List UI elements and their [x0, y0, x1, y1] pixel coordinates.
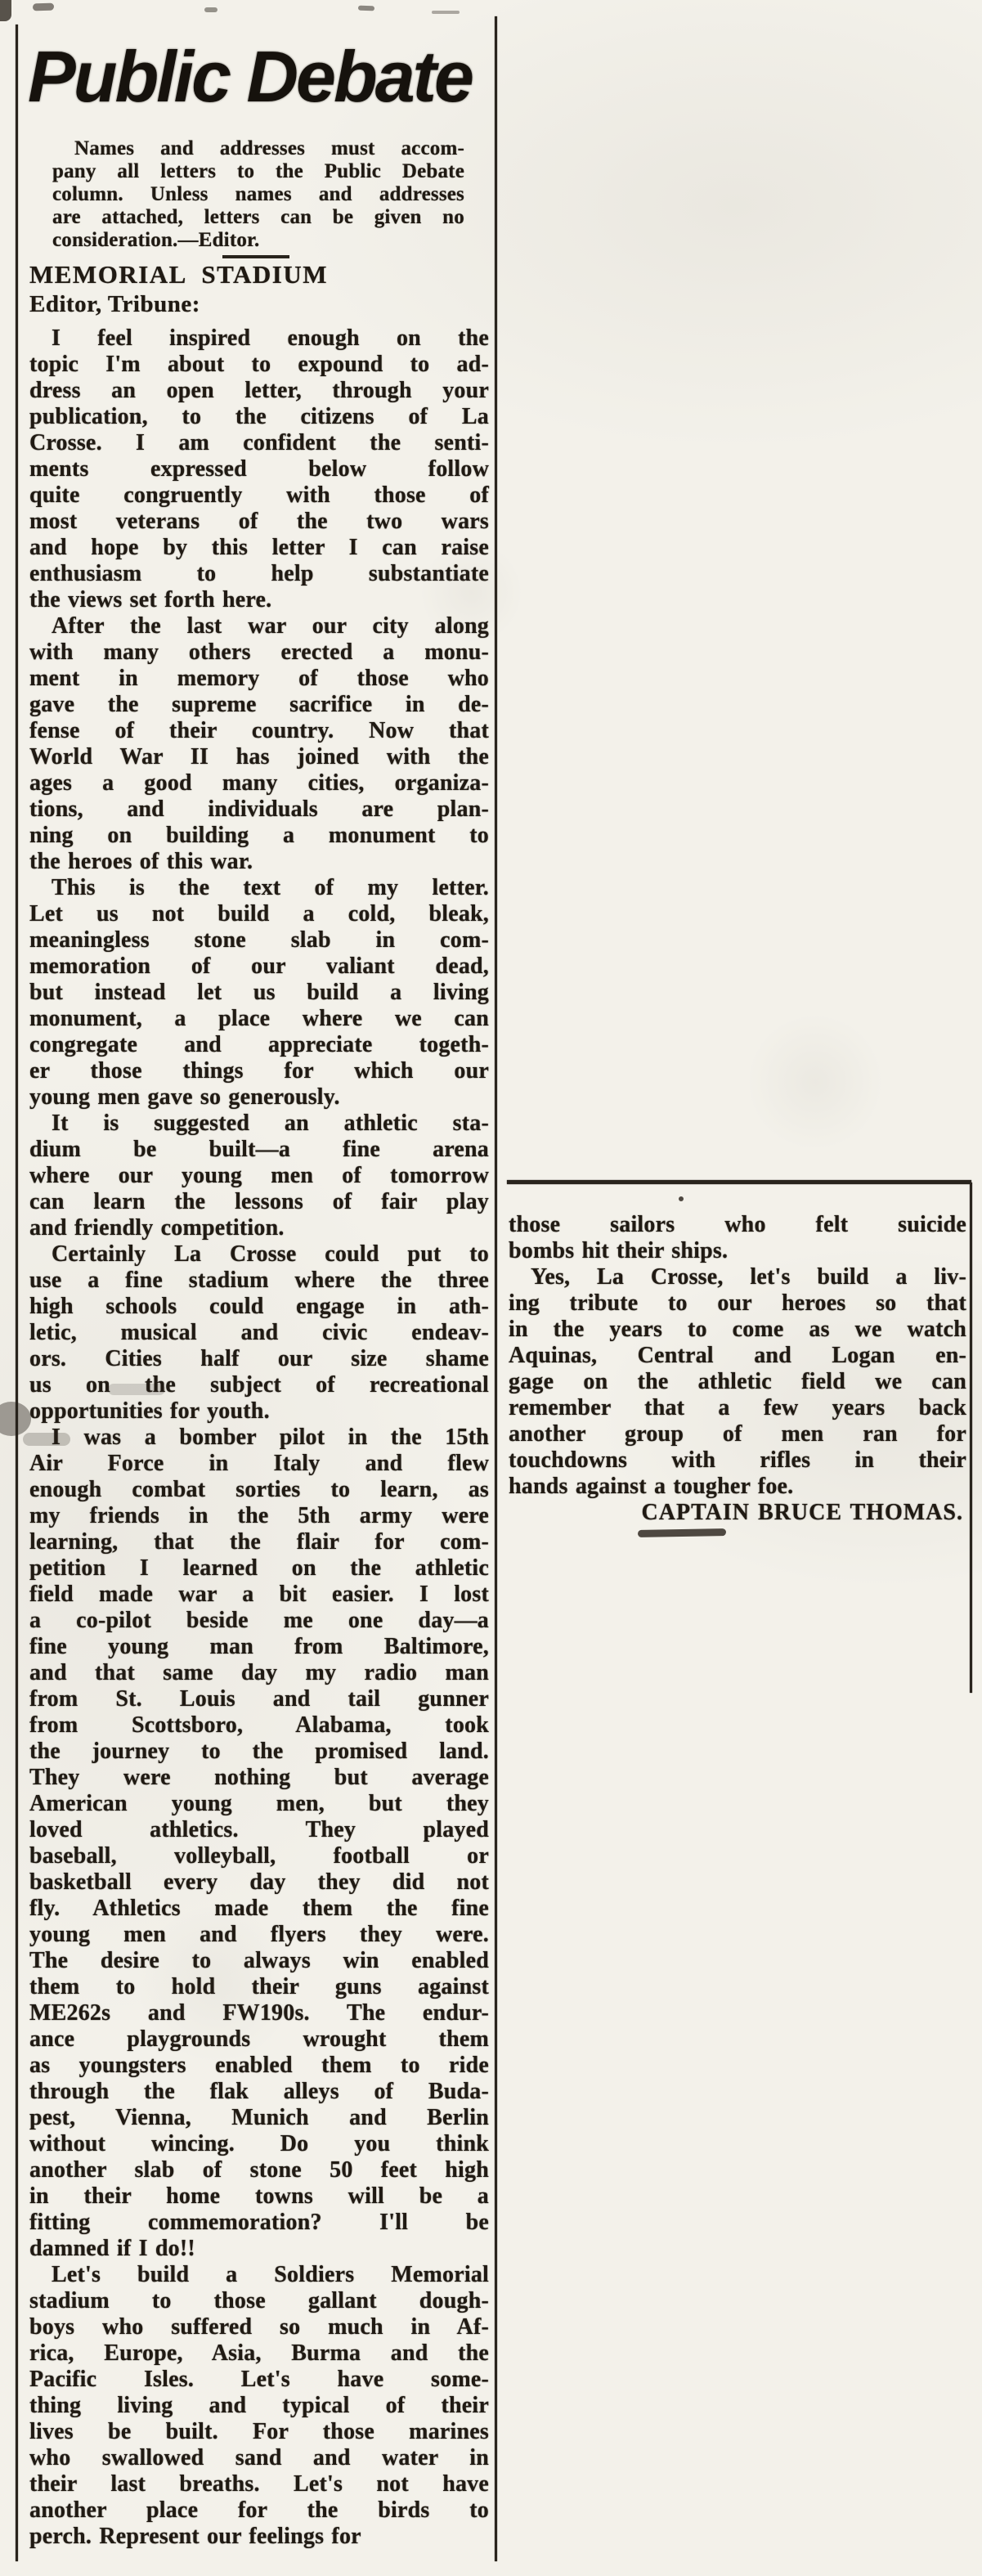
text-line: Let's build a Soldiers Memorial: [52, 2262, 489, 2287]
text-line: ance playgrounds wrought them: [29, 2026, 489, 2052]
text-line: It is suggested an athletic sta-: [52, 1111, 489, 1136]
text-line: er those things for which our: [29, 1058, 489, 1084]
text-line: from St. Louis and tail gunner: [29, 1686, 489, 1712]
left-edge-rule: [16, 25, 18, 2561]
text-line: fitting commemoration? I'll be: [29, 2210, 489, 2235]
paragraph: [509, 1212, 966, 1264]
text-line: American young men, but they: [29, 1791, 489, 1816]
text-line: gave the supreme sacrifice in de-: [29, 692, 489, 717]
text-line: basketball every day they did not: [29, 1869, 489, 1895]
text-line: and hope by this letter I can raise: [29, 535, 489, 560]
text-line: Let us not build a cold, bleak,: [29, 901, 489, 927]
text-line: but instead let us build a living: [29, 980, 489, 1005]
text-line: rica, Europe, Asia, Burma and the: [29, 2340, 489, 2366]
text-line: lives be built. For those marines: [29, 2419, 489, 2444]
text-line: in their home towns will be a: [29, 2183, 489, 2209]
text-line: congregate and appreciate togeth-: [29, 1032, 489, 1057]
text-line: fine young man from Baltimore,: [29, 1634, 489, 1659]
text-line: gage on the athletic field we can: [509, 1369, 966, 1394]
text-line: my friends in the 5th army were: [29, 1503, 489, 1528]
text-line: another place for the birds to: [29, 2497, 489, 2523]
ink-smudge-top-4: [432, 11, 460, 14]
text-line: memoration of our valiant dead,: [29, 954, 489, 979]
text-line: ors. Cities half our size shame: [29, 1346, 489, 1371]
text-line: Certainly La Crosse could put to: [52, 1241, 489, 1267]
text-line: consideration.—Editor.: [52, 229, 260, 251]
text-line: them to hold their guns against: [29, 1974, 489, 1999]
text-line: those sailors who felt suicide: [509, 1212, 966, 1237]
column-divider-rule: [495, 16, 497, 2561]
text-line: another group of men ran for: [509, 1421, 966, 1447]
text-line: where our young men of tomorrow: [29, 1163, 489, 1188]
text-line: through the flak alleys of Buda-: [29, 2079, 489, 2104]
text-line: use a fine stadium where the three: [29, 1268, 489, 1293]
text-line: fly. Athletics made them the fine: [29, 1896, 489, 1921]
paragraph: [29, 613, 489, 875]
text-line: from Scottsboro, Alabama, took: [29, 1712, 489, 1738]
text-line: column. Unless names and addresses: [52, 183, 464, 205]
right-edge-rule: [970, 1183, 972, 1693]
paragraph: [29, 875, 489, 1111]
text-line: I was a bomber pilot in the 15th: [52, 1425, 489, 1450]
paragraph: [29, 2262, 489, 2550]
text-line: with many others erected a monu-: [29, 640, 489, 665]
text-line: meaningless stone slab in com-: [29, 927, 489, 953]
paragraph: [29, 1241, 489, 1425]
text-line: loved athletics. They played: [29, 1817, 489, 1842]
ink-smudge-top-2: [204, 7, 217, 12]
text-line: us on the subject of recreational: [29, 1372, 489, 1398]
submission-notice: [52, 137, 464, 252]
text-line: damned if I do!!: [29, 2236, 195, 2261]
text-line: topic I'm about to expound to ad-: [29, 352, 489, 377]
text-line: young men gave so generously.: [29, 1084, 340, 1110]
text-line: Yes, La Crosse, let's build a liv-: [531, 1264, 966, 1290]
text-line: petition I learned on the athletic: [29, 1555, 489, 1581]
text-line: ME262s and FW190s. The endur-: [29, 2000, 489, 2026]
text-line: tions, and individuals are plan-: [29, 797, 489, 822]
notice-divider-rule: [222, 255, 289, 258]
text-line: After the last war our city along: [52, 613, 489, 639]
ink-dot: [679, 1196, 684, 1201]
text-line: quite congruently with those of: [29, 482, 489, 508]
text-line: boys who suffered so much in Af-: [29, 2314, 489, 2340]
text-line: Aquinas, Central and Logan en-: [509, 1343, 966, 1368]
ink-smudge-top-3: [358, 6, 374, 11]
text-line: as youngsters enabled them to ride: [29, 2053, 489, 2078]
text-line: can learn the lessons of fair play: [29, 1189, 489, 1214]
text-line: opportunities for youth.: [29, 1398, 270, 1424]
text-line: young men and flyers they were.: [29, 1922, 489, 1947]
text-line: publication, to the citizens of La: [29, 404, 489, 429]
text-line: pany all letters to the Public Debate: [52, 160, 464, 182]
ink-smudge-top-1: [33, 3, 54, 11]
text-line: a co-pilot beside me one day—a: [29, 1608, 489, 1633]
text-line: World War II has joined with the: [29, 744, 489, 770]
text-line: perch. Represent our feelings for: [29, 2524, 361, 2549]
ink-smudge-top-corner: [0, 0, 11, 21]
text-line: high schools could engage in ath-: [29, 1294, 489, 1319]
right-column: [509, 1212, 966, 1526]
left-column: [29, 325, 489, 2550]
paragraph: [52, 137, 464, 252]
signature: CAPTAIN BRUCE THOMAS.: [641, 1500, 963, 1525]
text-line: They were nothing but average: [29, 1765, 489, 1790]
paragraph: [29, 1111, 489, 1241]
text-line: I feel inspired enough on the: [52, 325, 489, 351]
text-line: ment in memory of those who: [29, 666, 489, 691]
article-salutation: Editor, Tribune:: [29, 291, 200, 317]
text-line: Crosse. I am confident the senti-: [29, 430, 489, 456]
text-line: letic, musical and civic endeav-: [29, 1320, 489, 1345]
text-line: fense of their country. Now that: [29, 718, 489, 743]
text-line: hands against a tougher foe.: [509, 1474, 794, 1499]
text-line: bombs hit their ships.: [509, 1238, 729, 1263]
text-line: touchdowns with rifles in their: [509, 1447, 966, 1473]
right-column-top-rule: [507, 1180, 971, 1184]
text-line: dium be built—a fine arena: [29, 1137, 489, 1162]
text-line: their last breaths. Let's not have: [29, 2471, 489, 2497]
text-line: the views set forth here.: [29, 587, 272, 613]
text-line: enthusiasm to help substantiate: [29, 561, 489, 586]
text-line: in the years to come as we watch: [509, 1317, 966, 1342]
text-line: the heroes of this war.: [29, 849, 253, 874]
masthead-title: Public Debate: [28, 36, 472, 117]
text-line: thing living and typical of their: [29, 2393, 489, 2418]
text-line: most veterans of the two wars: [29, 509, 489, 534]
right-column-paragraphs: [509, 1212, 966, 1500]
text-line: learning, that the flair for com-: [29, 1529, 489, 1555]
text-line: field made war a bit easier. I lost: [29, 1582, 489, 1607]
text-line: remember that a few years back: [509, 1395, 966, 1420]
paragraph: [509, 1264, 966, 1500]
text-line: who swallowed sand and water in: [29, 2445, 489, 2471]
text-line: enough combat sorties to learn, as: [29, 1477, 489, 1502]
text-line: Pacific Isles. Let's have some-: [29, 2367, 489, 2392]
text-line: This is the text of my letter.: [52, 875, 489, 900]
text-line: Air Force in Italy and flew: [29, 1451, 489, 1476]
text-line: pest, Vienna, Munich and Berlin: [29, 2105, 489, 2130]
article-heading: MEMORIAL STADIUM: [29, 260, 328, 289]
text-line: Names and addresses must accom-: [74, 137, 464, 159]
text-line: The desire to always win enabled: [29, 1948, 489, 1973]
ink-smudge-signature: [638, 1528, 726, 1537]
text-line: ning on building a monument to: [29, 823, 489, 848]
text-line: the journey to the promised land.: [29, 1739, 489, 1764]
text-line: without wincing. Do you think: [29, 2131, 489, 2156]
text-line: baseball, volleyball, football or: [29, 1843, 489, 1869]
paragraph: [29, 1425, 489, 2262]
text-line: ages a good many cities, organiza-: [29, 770, 489, 796]
text-line: another slab of stone 50 feet high: [29, 2157, 489, 2183]
text-line: ing tribute to our heroes so that: [509, 1290, 966, 1316]
text-line: dress an open letter, through your: [29, 378, 489, 403]
text-line: and that same day my radio man: [29, 1660, 489, 1685]
text-line: are attached, letters can be given no: [52, 206, 464, 228]
text-line: stadium to those gallant dough-: [29, 2288, 489, 2313]
text-line: monument, a place where we can: [29, 1006, 489, 1031]
text-line: and friendly competition.: [29, 1215, 285, 1241]
text-line: ments expressed below follow: [29, 456, 489, 482]
paragraph: [29, 325, 489, 613]
